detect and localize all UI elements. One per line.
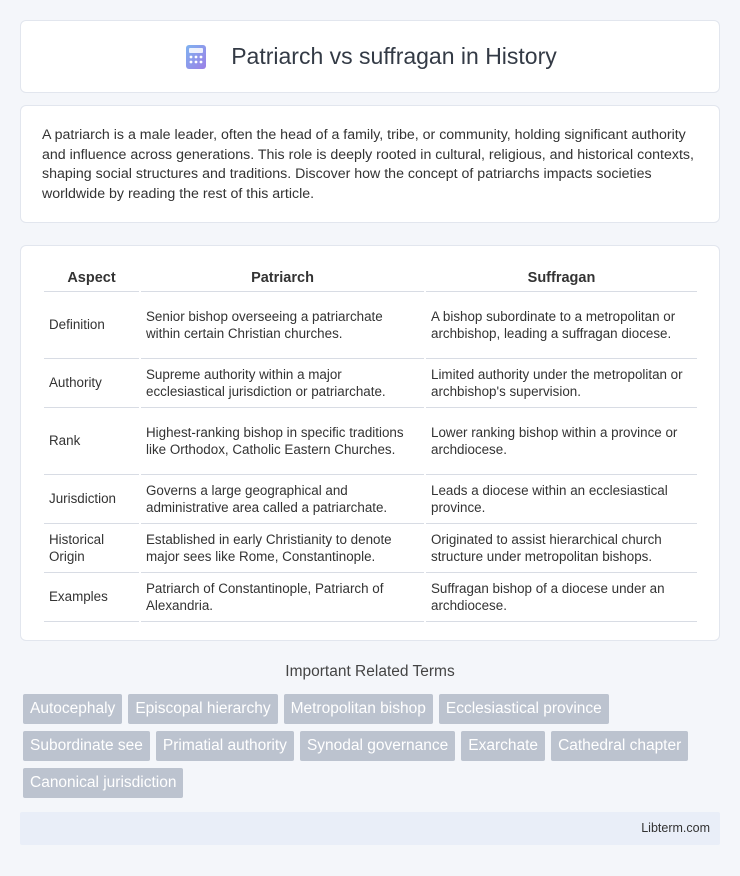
header-card — [20, 20, 720, 93]
cell-suffragan: Leads a diocese within an ecclesiastical province. — [426, 475, 697, 524]
related-term-tag[interactable]: Metropolitan bishop — [284, 694, 433, 724]
related-term-tag[interactable]: Synodal governance — [300, 731, 455, 761]
header-patriarch: Patriarch — [141, 264, 424, 292]
related-terms-title: Important Related Terms — [285, 663, 455, 680]
intro-card — [20, 105, 720, 223]
related-term-tag[interactable]: Cathedral chapter — [551, 731, 688, 761]
table-row — [44, 408, 697, 475]
cell-suffragan: Lower ranking bishop within a province or archdiocese. — [426, 408, 697, 475]
related-term-tag[interactable]: Canonical jurisdiction — [23, 768, 183, 798]
footer — [20, 812, 720, 845]
comparison-table — [42, 264, 699, 622]
intro-text: A patriarch is a male leader, often the head of a family, tribe, or community, holding significant authority and influence across generations. This role is deeply rooted in cultural, religious, and historical contexts, shaping social structures and traditions. Discover how the concept of patriarchs impacts societies worldwide by reading the rest of this article. — [42, 127, 694, 202]
table-row — [44, 524, 697, 573]
cell-aspect: Authority — [44, 359, 139, 408]
related-term-tag[interactable]: Autocephaly — [23, 694, 122, 724]
cell-aspect: Rank — [44, 408, 139, 475]
cell-patriarch: Supreme authority within a major ecclesiastical jurisdiction or patriarchate. — [141, 359, 424, 408]
cell-patriarch: Senior bishop overseeing a patriarchate within certain Christian churches. — [141, 292, 424, 359]
cell-aspect: Definition — [44, 292, 139, 359]
cell-suffragan: Suffragan bishop of a diocese under an archdiocese. — [426, 573, 697, 622]
header-aspect: Aspect — [44, 264, 139, 292]
related-term-tag[interactable]: Exarchate — [461, 731, 545, 761]
footer-site-link[interactable]: Libterm.com — [641, 821, 710, 835]
table-header-row — [44, 264, 697, 292]
cell-suffragan: A bishop subordinate to a metropolitan or archbishop, leading a suffragan diocese. — [426, 292, 697, 359]
cell-aspect: Examples — [44, 573, 139, 622]
cell-patriarch: Governs a large geographical and administrative area called a patriarchate. — [141, 475, 424, 524]
cell-suffragan: Originated to assist hierarchical church structure under metropolitan bishops. — [426, 524, 697, 573]
related-term-tag[interactable]: Ecclesiastical province — [439, 694, 609, 724]
cell-suffragan: Limited authority under the metropolitan or archbishop's supervision. — [426, 359, 697, 408]
table-row — [44, 292, 697, 359]
related-terms-list — [23, 694, 723, 805]
page-title: Patriarch vs suffragan in History — [231, 43, 557, 69]
table-row — [44, 573, 697, 622]
cell-aspect: Historical Origin — [44, 524, 139, 573]
related-term-tag[interactable]: Subordinate see — [23, 731, 150, 761]
related-term-tag[interactable]: Primatial authority — [156, 731, 294, 761]
header-suffragan: Suffragan — [426, 264, 697, 292]
cell-patriarch: Highest-ranking bishop in specific traditions like Orthodox, Catholic Eastern Churches. — [141, 408, 424, 475]
calculator-icon — [183, 44, 209, 70]
related-term-tag[interactable]: Episcopal hierarchy — [128, 694, 277, 724]
comparison-card — [20, 245, 720, 641]
table-row — [44, 359, 697, 408]
cell-patriarch: Established in early Christianity to denote major sees like Rome, Constantinople. — [141, 524, 424, 573]
cell-aspect: Jurisdiction — [44, 475, 139, 524]
cell-patriarch: Patriarch of Constantinople, Patriarch of Alexandria. — [141, 573, 424, 622]
table-row — [44, 475, 697, 524]
